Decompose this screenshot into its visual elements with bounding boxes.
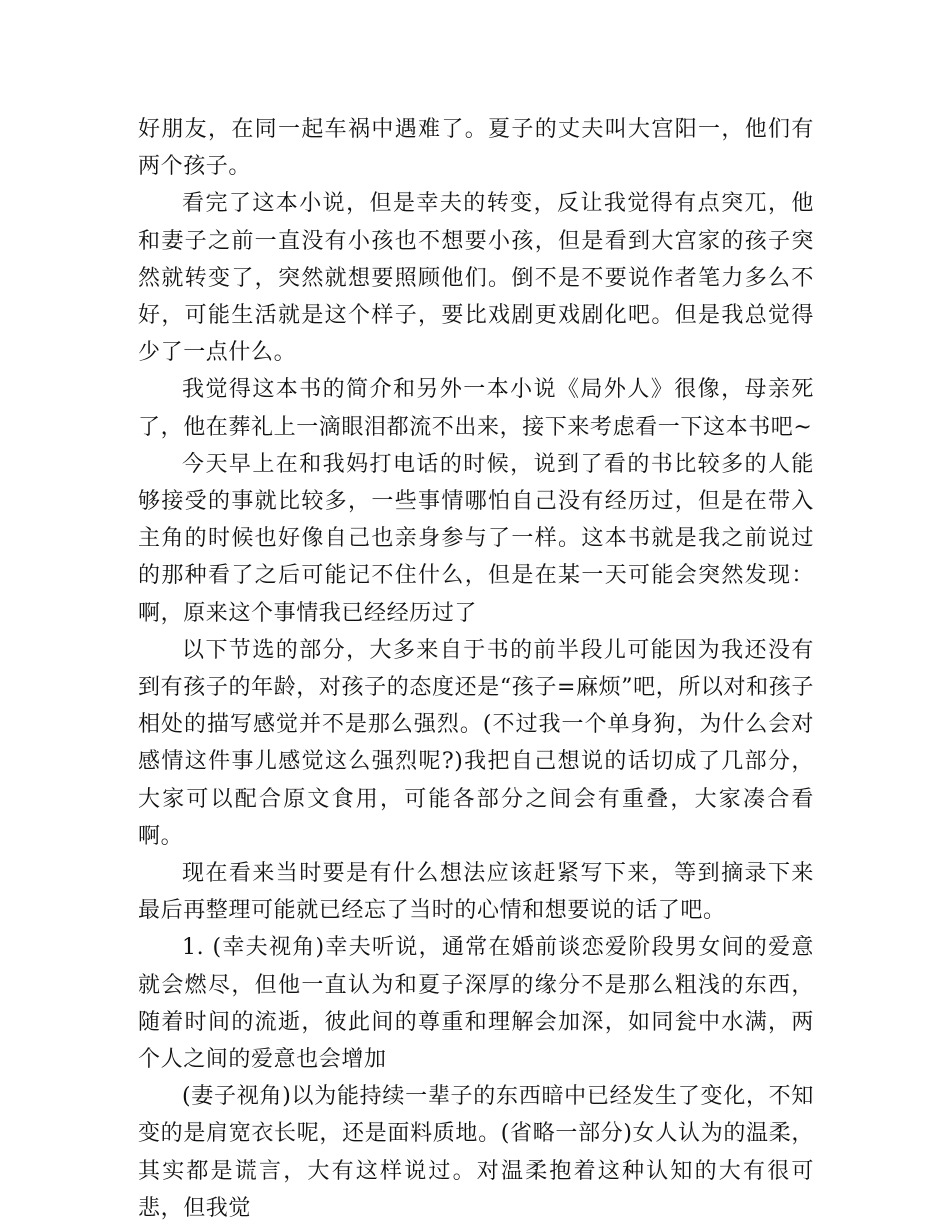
paragraph-5: 以下节选的部分，大多来自于书的前半段儿可能因为我还没有到有孩子的年龄，对孩子的态度还是“孩子=麻烦”吧，所以对和孩子相处的描写感觉并不是那么强烈。(不过我一个单身狗，为什么会对感情这件事儿感觉这么强烈呢?)我把自己想说的话切成了几部分，大家可以配合原文食用，可能各部分之间会有重叠，大家凑合看啊。 <box>138 637 814 849</box>
paragraph-6: 现在看来当时要是有什么想法应该赶紧写下来，等到摘录下来最后再整理可能就已经忘了当时的心情和想要说的话了吧。 <box>138 861 814 924</box>
paragraph-8: (妻子视角)以为能持续一辈子的东西暗中已经发生了变化，不知变的是肩宽衣长呢，还是面料质地。(省略一部分)女人认为的温柔，其实都是谎言，大有这样说过。对温柔抱着这种认知的大有很可悲，但我觉 <box>138 1084 814 1221</box>
paragraph-2: 看完了这本小说，但是幸夫的转变，反让我觉得有点突兀，他和妻子之前一直没有小孩也不想要小孩，但是看到大宫家的孩子突然就转变了，突然就想要照顾他们。倒不是不要说作者笔力多么不好，可能生活就是这个样子，要比戏剧更戏剧化吧。但是我总觉得少了一点什么。 <box>138 191 814 366</box>
document-body <box>138 111 814 1227</box>
paragraph-4: 今天早上在和我妈打电话的时候，说到了看的书比较多的人能够接受的事就比较多，一些事情哪怕自己没有经历过，但是在带入主角的时候也好像自己也亲身参与了一样。这本书就是我之前说过的那种看了之后可能记不住什么，但是在某一天可能会突然发现：啊，原来这个事情我已经经历过了 <box>138 451 814 626</box>
paragraph-7: 1. (幸夫视角)幸夫听说，通常在婚前谈恋爱阶段男女间的爱意就会燃尽，但他一直认为和夏子深厚的缘分不是那么粗浅的东西，随着时间的流逝，彼此间的尊重和理解会加深，如同瓮中水满，两个人之间的爱意也会增加 <box>138 935 814 1073</box>
paragraph-1: 好朋友，在同一起车祸中遇难了。夏子的丈夫叫大宫阳一，他们有两个孩子。 <box>138 117 814 180</box>
paragraph-3: 我觉得这本书的简介和另外一本小说《局外人》很像，母亲死了，他在葬礼上一滴眼泪都流不出来，接下来考虑看一下这本书吧~ <box>138 377 814 440</box>
